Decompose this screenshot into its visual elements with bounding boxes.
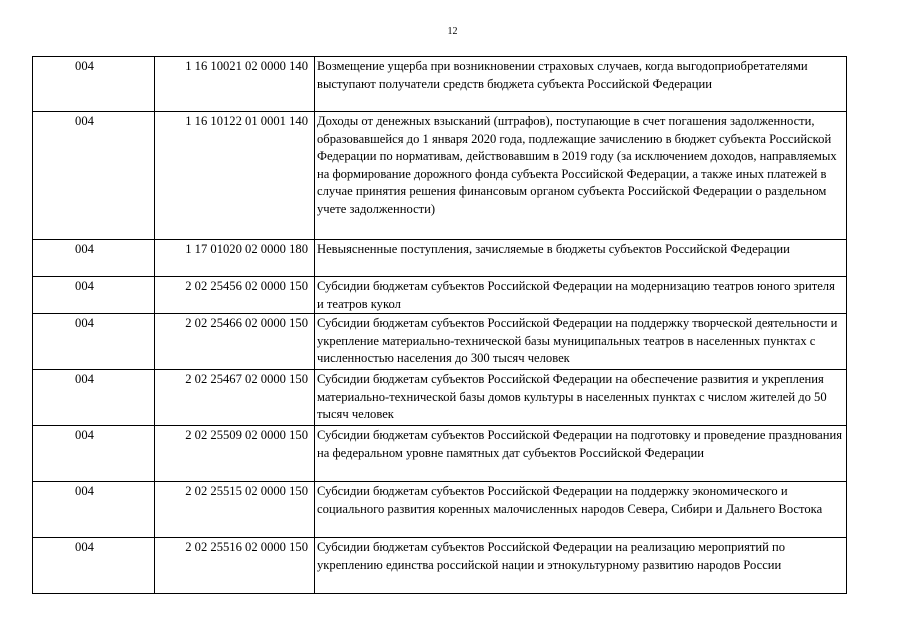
table-row <box>33 57 847 112</box>
admin-code-cell: 004 <box>33 277 155 314</box>
budget-code-cell: 2 02 25515 02 0000 150 <box>155 482 315 538</box>
admin-code-cell: 004 <box>33 240 155 277</box>
revenue-name-cell: Субсидии бюджетам субъектов Российской Федерации на подготовку и проведение празднования на федеральном уровне памятных дат субъектов Российской Федерации <box>315 426 847 482</box>
admin-code-cell: 004 <box>33 57 155 112</box>
budget-code-cell: 1 16 10021 02 0000 140 <box>155 57 315 112</box>
budget-code-cell: 1 16 10122 01 0001 140 <box>155 112 315 240</box>
table-row <box>33 538 847 594</box>
table-row <box>33 314 847 370</box>
admin-code-cell: 004 <box>33 314 155 370</box>
admin-code-cell: 004 <box>33 112 155 240</box>
table-row <box>33 482 847 538</box>
page-number: 12 <box>447 26 458 37</box>
budget-revenue-table <box>32 56 847 594</box>
revenue-name-cell: Субсидии бюджетам субъектов Российской Федерации на модернизацию театров юного зрителя и театров кукол <box>315 277 847 314</box>
admin-code-cell: 004 <box>33 370 155 426</box>
table-row <box>33 112 847 240</box>
revenue-name-cell: Субсидии бюджетам субъектов Российской Федерации на обеспечение развития и укрепления материально-технической базы домов культуры в населенных пунктах с числом жителей до 50 тысяч человек <box>315 370 847 426</box>
budget-code-cell: 1 17 01020 02 0000 180 <box>155 240 315 277</box>
admin-code-cell: 004 <box>33 426 155 482</box>
revenue-name-cell: Доходы от денежных взысканий (штрафов), поступающие в счет погашения задолженности, образовавшейся до 1 января 2020 года, подлежащие зачислению в бюджет субъекта Российской Федерации по нормативам, действовавшим в 2019 году (за исключением доходов, направляемых на формирование дорожного фонда субъекта Российской Федерации, а также иных платежей в случае принятия решения финансовым органом субъекта Российской Федерации о раздельном учете задолженности) <box>315 112 847 240</box>
admin-code-cell: 004 <box>33 482 155 538</box>
table-row <box>33 426 847 482</box>
revenue-name-cell: Субсидии бюджетам субъектов Российской Федерации на реализацию мероприятий по укреплению единства российской нации и этнокультурному развитию народов России <box>315 538 847 594</box>
budget-code-cell: 2 02 25466 02 0000 150 <box>155 314 315 370</box>
admin-code-cell: 004 <box>33 538 155 594</box>
revenue-name-cell: Возмещение ущерба при возникновении страховых случаев, когда выгодоприобретателями выступают получатели средств бюджета субъекта Российской Федерации <box>315 57 847 112</box>
revenue-name-cell: Невыясненные поступления, зачисляемые в бюджеты субъектов Российской Федерации <box>315 240 847 277</box>
budget-code-cell: 2 02 25509 02 0000 150 <box>155 426 315 482</box>
budget-code-cell: 2 02 25467 02 0000 150 <box>155 370 315 426</box>
table-row <box>33 240 847 277</box>
budget-code-cell: 2 02 25456 02 0000 150 <box>155 277 315 314</box>
table-row <box>33 370 847 426</box>
table-row <box>33 277 847 314</box>
budget-code-cell: 2 02 25516 02 0000 150 <box>155 538 315 594</box>
revenue-name-cell: Субсидии бюджетам субъектов Российской Федерации на поддержку творческой деятельности и укрепление материально-технической базы муниципальных театров в населенных пунктах с численностью населения до 300 тысяч человек <box>315 314 847 370</box>
revenue-name-cell: Субсидии бюджетам субъектов Российской Федерации на поддержку экономического и социального развития коренных малочисленных народов Севера, Сибири и Дальнего Востока <box>315 482 847 538</box>
